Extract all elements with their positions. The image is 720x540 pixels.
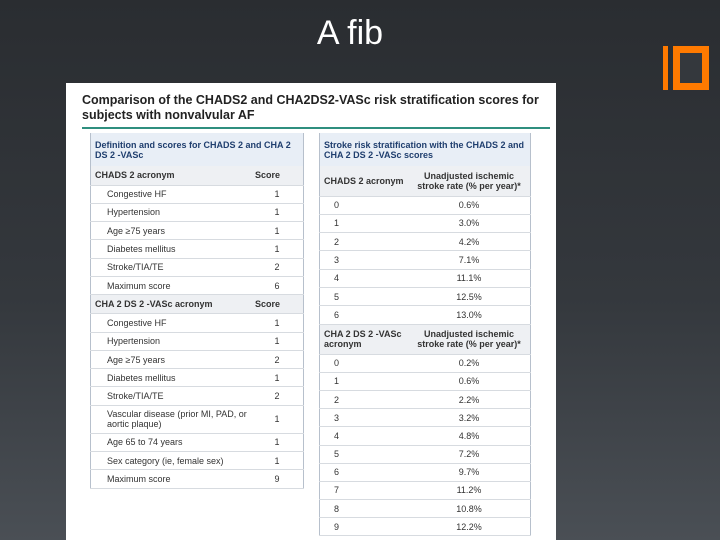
table-row (320, 269, 531, 287)
table-row (91, 258, 304, 276)
row-value: 2 (274, 262, 280, 273)
row-label: Maximum score (107, 280, 171, 291)
row-value: 9 (274, 474, 280, 484)
stroke-risk-table (319, 133, 531, 536)
row-label: 2 (334, 394, 340, 405)
table-row (320, 390, 531, 408)
row-label: Maximum score (107, 474, 171, 484)
row-value: 2 (274, 391, 280, 402)
row-label: 7 (334, 485, 340, 496)
row-label: Diabetes mellitus (107, 244, 176, 255)
table-row (91, 369, 304, 387)
row-label: 0 (334, 358, 340, 369)
table-row (91, 387, 304, 405)
row-value: 10.8% (456, 503, 482, 514)
row-value: 7.2% (458, 449, 480, 460)
table-row (320, 481, 531, 499)
table-row (91, 452, 304, 470)
row-label: Sex category (ie, female sex) (107, 455, 224, 466)
table-row (320, 251, 531, 269)
row-label: 0 (334, 200, 340, 211)
row-label: Stroke/TIA/TE (107, 262, 164, 273)
row-label: Hypertension (107, 336, 161, 347)
row-value: 2 (274, 354, 280, 365)
row-value: 1 (274, 336, 280, 347)
row-value: 0.6% (458, 200, 480, 211)
chads2-acronym-header: CHADS 2 acronym (91, 166, 252, 185)
table-row (91, 433, 304, 451)
row-label: 3 (334, 412, 340, 423)
vasc-acronym-header: CHA 2 DS 2 -VASc acronym (91, 295, 252, 314)
row-value: 4.8% (458, 430, 480, 441)
row-label: Vascular disease (prior MI, PAD, or aortic plaque) (107, 409, 247, 430)
table-row (91, 332, 304, 350)
embedded-document (66, 83, 556, 540)
decorative-bracket (673, 46, 709, 90)
slide-title: A fib (316, 14, 384, 52)
table-row (91, 185, 304, 203)
table-row (91, 470, 304, 488)
row-value: 13.0% (456, 309, 482, 320)
row-value: 2.2% (458, 394, 480, 405)
table-row (320, 500, 531, 518)
row-label: 1 (334, 218, 340, 229)
row-value: 11.1% (456, 273, 482, 284)
row-value: 1 (274, 207, 280, 218)
row-label: 3 (334, 255, 340, 266)
row-label: Hypertension (107, 207, 161, 218)
row-label: Congestive HF (107, 317, 167, 328)
row-label: 5 (334, 291, 340, 302)
table-row (320, 306, 531, 324)
row-label: Stroke/TIA/TE (107, 391, 164, 402)
row-label: Age 65 to 74 years (107, 437, 183, 448)
stroke-rate-header: Unadjusted ischemic stroke rate (% per year)* (408, 166, 531, 196)
row-value: 0.6% (458, 376, 480, 387)
row-value: 9.7% (458, 467, 480, 478)
row-value: 1 (274, 372, 280, 383)
stroke-risk-table-header: Stroke risk stratification with the CHADS 2 and CHA 2 DS 2 -VASc scores (320, 133, 531, 166)
table-row (320, 427, 531, 445)
row-label: 4 (334, 273, 340, 284)
row-value: 11.2% (456, 485, 482, 496)
row-value: 12.2% (456, 521, 482, 532)
decorative-bar (663, 46, 668, 90)
row-label: 4 (334, 430, 340, 441)
table-row (91, 350, 304, 368)
row-value: 12.5% (456, 291, 482, 302)
table-row (91, 276, 304, 294)
row-value: 3.0% (458, 218, 480, 229)
vasc-score-header: Score (251, 295, 304, 314)
table-row (320, 214, 531, 232)
row-label: Age ≥75 years (107, 354, 165, 365)
table-row (91, 405, 304, 433)
row-value: 1 (274, 225, 280, 236)
row-label: Age ≥75 years (107, 225, 165, 236)
table-row (320, 196, 531, 214)
row-label: 6 (334, 309, 340, 320)
row-label: Diabetes mellitus (107, 372, 176, 383)
row-value: 1 (274, 317, 280, 328)
row-label: 5 (334, 449, 340, 460)
table-row (320, 354, 531, 372)
table-row (91, 314, 304, 332)
row-value: 1 (274, 414, 280, 425)
row-label: 8 (334, 503, 340, 514)
table-row (91, 222, 304, 240)
document-title: Comparison of the CHADS2 and CHA2DS2-VASc risk stratification scores for subjects with nonvalvular AF (82, 93, 539, 122)
row-value: 3.2% (458, 412, 480, 423)
row-value: 4.2% (458, 236, 480, 247)
row-value: 1 (274, 189, 280, 200)
chads2-score-header: Score (251, 166, 304, 185)
row-value: 0.2% (458, 358, 480, 369)
definition-table (90, 133, 304, 489)
table-row (320, 463, 531, 481)
stroke-rate-header: Unadjusted ischemic stroke rate (% per year)* (408, 324, 531, 354)
table-row (320, 445, 531, 463)
table-row (320, 409, 531, 427)
title-rule (82, 127, 550, 129)
row-label: 9 (334, 521, 340, 532)
table-row (320, 287, 531, 305)
row-value: 1 (274, 437, 280, 448)
row-label: 1 (334, 376, 340, 387)
table-row (320, 233, 531, 251)
table-row (320, 372, 531, 390)
chads2-acronym-header: CHADS 2 acronym (320, 166, 409, 196)
table-row (91, 203, 304, 221)
row-label: 6 (334, 467, 340, 478)
definition-table-header: Definition and scores for CHADS 2 and CHA 2 DS 2 -VASc (91, 133, 304, 166)
table-row (91, 240, 304, 258)
row-value: 7.1% (458, 255, 480, 266)
row-value: 1 (274, 455, 280, 466)
row-label: Congestive HF (107, 189, 167, 200)
row-value: 1 (274, 244, 280, 255)
table-row (320, 518, 531, 536)
row-value: 6 (274, 280, 280, 291)
vasc-acronym-header: CHA 2 DS 2 -VASc acronym (320, 324, 409, 354)
row-label: 2 (334, 236, 340, 247)
